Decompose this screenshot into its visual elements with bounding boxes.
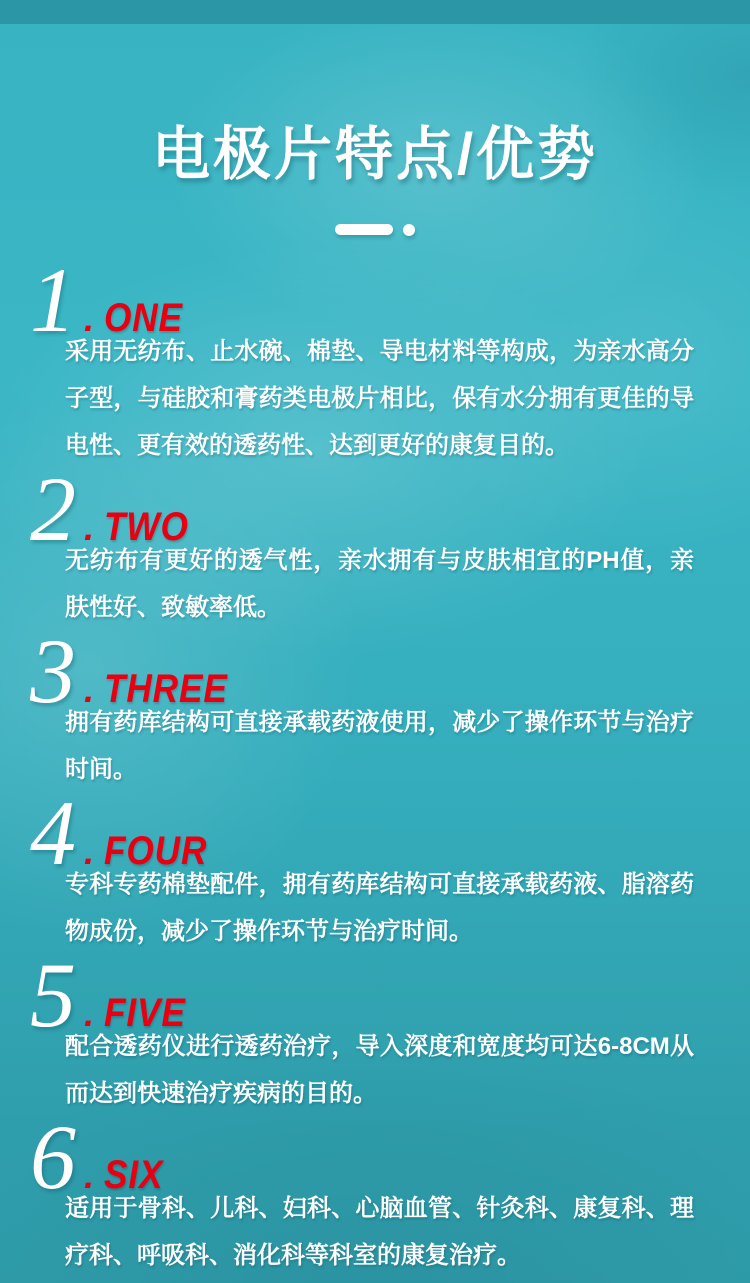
page-title: 电极片特点/优势 [151, 121, 599, 187]
section-separator: . [84, 297, 95, 339]
divider-bar-icon [335, 224, 393, 235]
section-body: 适用于骨科、儿科、妇科、心脑血管、针灸科、康复科、理疗科、呼吸科、消化科等科室的康复治疗。 [65, 1194, 694, 1269]
section-word: TWO [104, 504, 189, 549]
section-word: THREE [104, 666, 228, 711]
section-number: 6 [30, 1105, 76, 1208]
feature-section [30, 457, 694, 631]
section-separator: . [84, 992, 95, 1034]
section-heading [30, 781, 694, 884]
section-heading [30, 943, 694, 1046]
section-body: 拥有药库结构可直接承载药液使用，减少了操作环节与治疗时间。 [65, 708, 694, 783]
section-separator: . [84, 506, 95, 548]
section-body: 无纺布有更好的透气性，亲水拥有与皮肤相宜的PH值，亲肤性好、致敏率低。 [65, 546, 694, 621]
feature-section [30, 781, 694, 955]
section-heading [30, 1105, 694, 1208]
top-band [0, 0, 750, 24]
section-number: 5 [30, 943, 76, 1046]
section-word: ONE [104, 295, 183, 340]
section-separator: . [84, 668, 95, 710]
feature-section [30, 943, 694, 1117]
section-heading [30, 619, 694, 722]
section-number: 3 [30, 619, 76, 722]
section-heading [30, 457, 694, 560]
section-word: FIVE [104, 990, 186, 1035]
section-heading [30, 248, 694, 351]
section-body: 采用无纺布、止水碗、棉垫、导电材料等构成，为亲水高分子型，与硅胶和膏药类电极片相比，保有水分拥有更佳的导电性、更有效的透药性、达到更好的康复目的。 [65, 337, 694, 459]
section-word: FOUR [104, 828, 208, 873]
section-separator: . [84, 1154, 95, 1196]
feature-section [30, 619, 694, 793]
section-body: 配合透药仪进行透药治疗，导入深度和宽度均可达6-8CM从而达到快速治疗疾病的目的。 [65, 1032, 694, 1107]
divider-dot-icon [403, 224, 415, 236]
section-number: 2 [30, 457, 76, 560]
section-number: 1 [30, 248, 76, 351]
section-separator: . [84, 830, 95, 872]
feature-section [30, 248, 694, 469]
section-word: SIX [104, 1152, 164, 1197]
sections-list [0, 248, 750, 1279]
section-number: 4 [30, 781, 76, 884]
section-body: 专科专药棉垫配件，拥有药库结构可直接承载药液、脂溶药物成份，减少了操作环节与治疗时间。 [65, 870, 694, 945]
feature-section [30, 1105, 694, 1279]
divider [0, 224, 750, 236]
